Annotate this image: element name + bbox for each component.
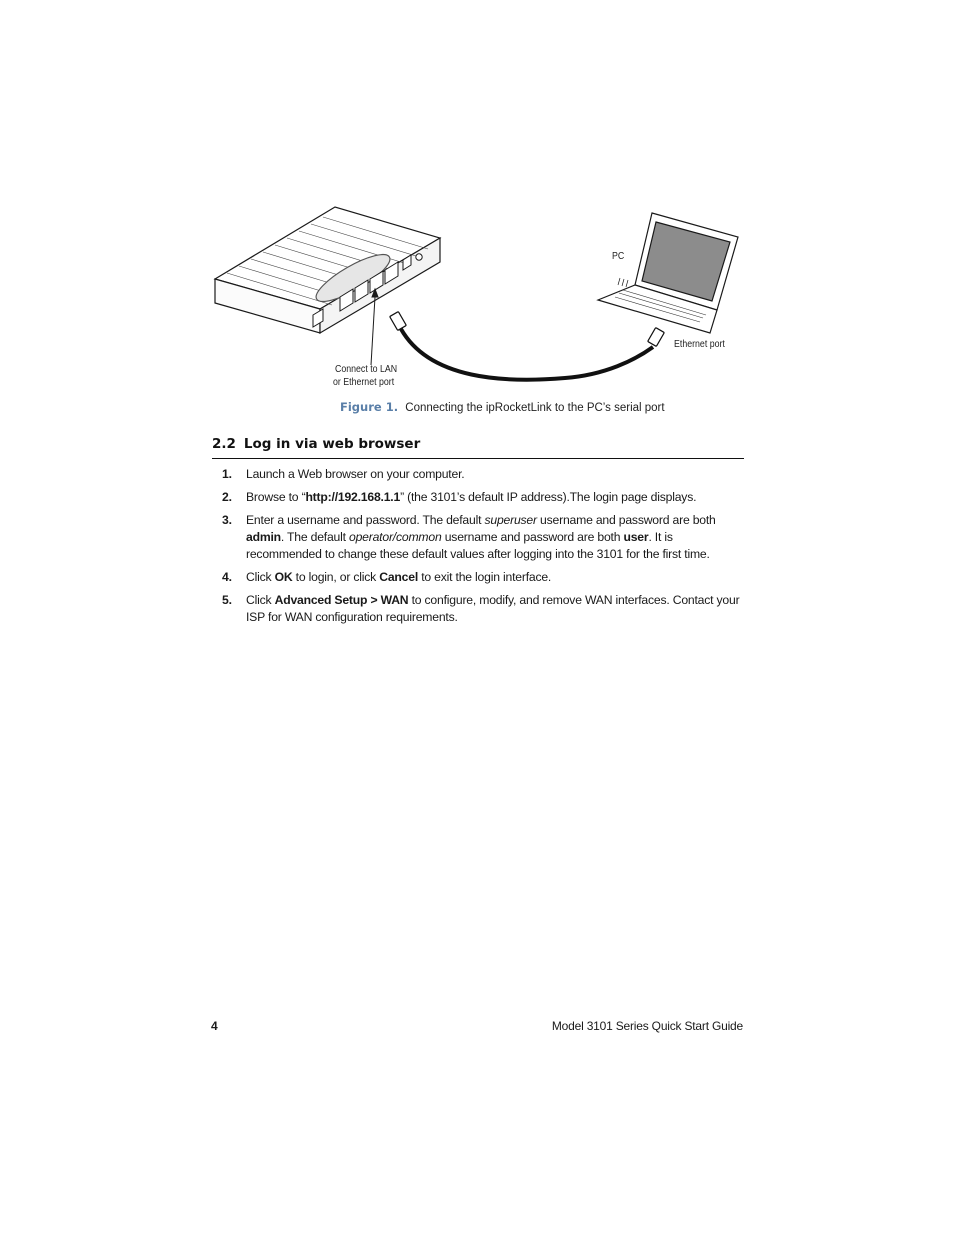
figure-caption	[340, 400, 665, 414]
step-text: OK	[274, 570, 293, 584]
step-text: user	[623, 530, 649, 544]
step-text: username and password are both	[441, 530, 624, 544]
router-illustration	[215, 207, 440, 333]
step-text: to login, or click	[292, 570, 380, 584]
ethernet-port-label: Ethernet port	[674, 339, 725, 350]
step-number: 5.	[222, 593, 232, 607]
step-text: Click	[246, 593, 275, 607]
step-text: . The default	[280, 530, 350, 544]
step-text: operator/common	[349, 530, 442, 544]
document-title: Model 3101 Series Quick Start Guide	[551, 1019, 743, 1033]
step-text: ” (the 3101’s default IP address).The login page displays.	[400, 490, 697, 504]
figure-caption-text: Connecting the ipRocketLink to the PC’s serial port	[405, 402, 665, 414]
step-text: Enter a username and password. The default	[246, 513, 485, 527]
step-item	[222, 466, 747, 483]
steps-list	[222, 466, 747, 632]
connection-diagram	[205, 205, 750, 390]
step-item	[222, 592, 747, 626]
section-number: 2.2	[212, 436, 236, 452]
step-text: username and password are both	[536, 513, 716, 527]
step-text: to exit the login interface.	[418, 570, 552, 584]
step-text: http://192.168.1.1	[305, 490, 401, 504]
step-text: Browse to “	[246, 490, 306, 504]
step-number: 4.	[222, 570, 232, 584]
step-number: 1.	[222, 467, 232, 481]
step-number: 3.	[222, 513, 232, 527]
step-text: admin	[246, 530, 281, 544]
rj45-plug-right	[648, 328, 665, 347]
pc-label: PC	[612, 251, 625, 262]
step-text: . It is recommended to change these default values after logging into the 3101 for the first time.	[246, 530, 710, 561]
section-title: Log in via web browser	[243, 436, 421, 452]
step-text: Launch a Web browser on your computer.	[246, 467, 465, 481]
step-text: Cancel	[379, 570, 419, 584]
connect-label-line1: Connect to LAN	[335, 364, 398, 375]
step-item	[222, 489, 747, 506]
step-text: Advanced Setup > WAN	[274, 593, 409, 607]
ethernet-cable	[401, 329, 653, 380]
figure-caption-label: Figure 1.	[340, 400, 399, 414]
step-item	[222, 569, 747, 586]
step-number: 2.	[222, 490, 232, 504]
step-text: to configure, modify, and remove WAN interfaces. Contact your ISP for WAN configuration requirements.	[246, 593, 740, 624]
rj45-plug-left	[390, 312, 407, 331]
section-heading	[212, 436, 420, 452]
step-item	[222, 512, 747, 563]
page-number: 4	[211, 1019, 218, 1033]
laptop-illustration	[598, 213, 738, 333]
section-rule	[212, 458, 744, 459]
connect-label-line2: or Ethernet port	[333, 377, 395, 388]
step-text: Click	[246, 570, 275, 584]
step-text: superuser	[484, 513, 537, 527]
